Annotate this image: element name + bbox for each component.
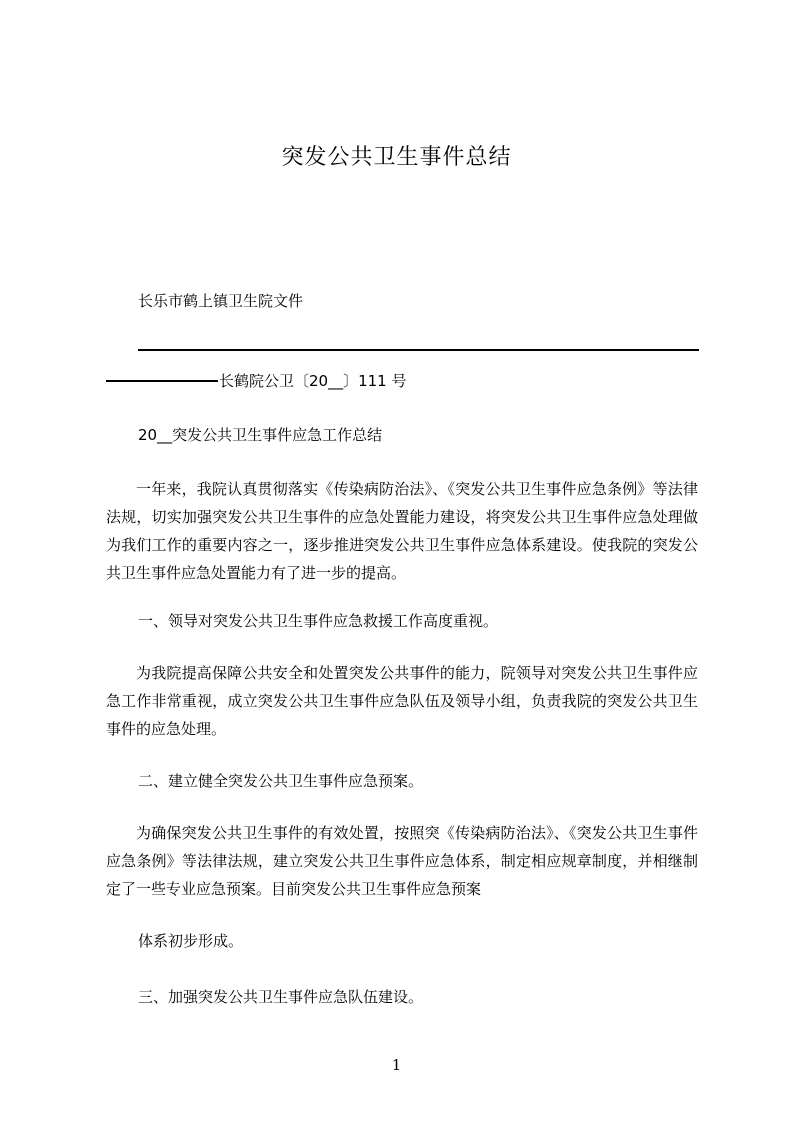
section-2-paragraph: 为确保突发公共卫生事件的有效处置，按照突《传染病防治法》、《突发公共卫生事件应急条例》等法律法规，建立突发公共卫生事件应急体系，制定相应规章制度，并相继制定了一些专业应急预案。目前突发公共卫生事件应急预案 (106, 824, 698, 898)
document-subject: 20__突发公共卫生事件应急工作总结 (138, 426, 383, 444)
document-number: 长鹤院公卫〔20__〕111 号 (219, 372, 407, 390)
document-title: 突发公共卫生事件总结 (281, 145, 512, 170)
section-2-heading: 二、建立健全突发公共卫生事件应急预案。 (138, 772, 424, 790)
header-rule (138, 349, 699, 351)
section-3-heading: 三、加强突发公共卫生事件应急队伍建设。 (138, 988, 424, 1006)
intro-paragraph: 一年来，我院认真贯彻落实《传染病防治法》、《突发公共卫生事件应急条例》等法律法规，切实加强突发公共卫生事件的应急处置能力建设，将突发公共卫生事件应急处理做为我们工作的重要内容之一，逐步推进突发公共卫生事件应急体系建设。使我院的突发公共卫生事件应急处置能力有了进一步的提高。 (106, 480, 698, 582)
issuer-line: 长乐市鹤上镇卫生院文件 (138, 292, 304, 310)
page-number: 1 (391, 1056, 402, 1074)
section-2-continuation: 体系初步形成。 (138, 932, 244, 950)
section-1-heading: 一、领导对突发公共卫生事件应急救援工作高度重视。 (138, 612, 499, 630)
section-1-paragraph: 为我院提高保障公共安全和处置突发公共事件的能力，院领导对突发公共卫生事件应急工作非常重视，成立突发公共卫生事件应急队伍及领导小组，负责我院的突发公共卫生事件的应急处理。 (106, 664, 698, 738)
doc-number-rule (106, 380, 218, 382)
